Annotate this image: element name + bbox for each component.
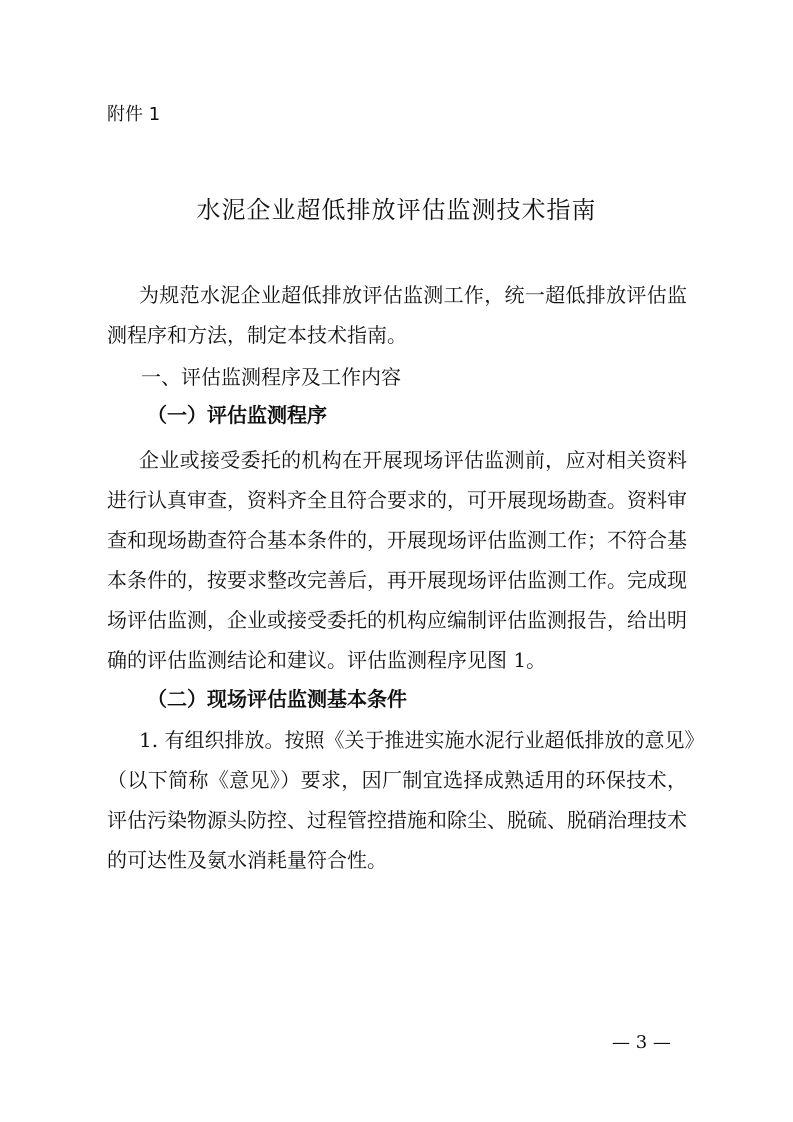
page-number: — 3 — bbox=[612, 1032, 671, 1053]
paragraph-line: 为规范水泥企业超低排放评估监测工作，统一超低排放评估监 bbox=[139, 283, 687, 307]
paragraph-line: 确的评估监测结论和建议。评估监测程序见图 1。 bbox=[107, 648, 547, 672]
section-heading: 一、评估监测程序及工作内容 bbox=[141, 365, 401, 389]
paragraph-line: 查和现场勘查符合基本条件的，开展现场评估监测工作；不符合基 bbox=[107, 528, 687, 552]
paragraph-line: 进行认真审查，资料齐全且符合要求的，可开展现场勘查。资料审 bbox=[107, 488, 687, 512]
paragraph-line: 的可达性及氨水消耗量符合性。 bbox=[107, 848, 387, 872]
attachment-label: 附件 1 bbox=[107, 104, 161, 125]
paragraph-line: 场评估监测，企业或接受委托的机构应编制评估监测报告，给出明 bbox=[107, 608, 687, 632]
paragraph-line: 本条件的，按要求整改完善后，再开展现场评估监测工作。完成现 bbox=[107, 568, 687, 592]
paragraph-line: 测程序和方法，制定本技术指南。 bbox=[107, 323, 407, 347]
subsection-heading: （一）评估监测程序 bbox=[147, 403, 327, 427]
paragraph-line: 企业或接受委托的机构在开展现场评估监测前，应对相关资料 bbox=[139, 448, 687, 472]
paragraph-line: （以下简称《意见》）要求，因厂制宜选择成熟适用的环保技术， bbox=[107, 768, 687, 792]
paragraph-line: 1. 有组织排放。按照《关于推进实施水泥行业超低排放的意见》 bbox=[139, 728, 705, 752]
paragraph-line: 评估污染物源头防控、过程管控措施和除尘、脱硫、脱硝治理技术 bbox=[107, 808, 687, 832]
subsection-heading: （二）现场评估监测基本条件 bbox=[147, 687, 407, 711]
document-title: 水泥企业超低排放评估监测技术指南 bbox=[196, 196, 597, 224]
